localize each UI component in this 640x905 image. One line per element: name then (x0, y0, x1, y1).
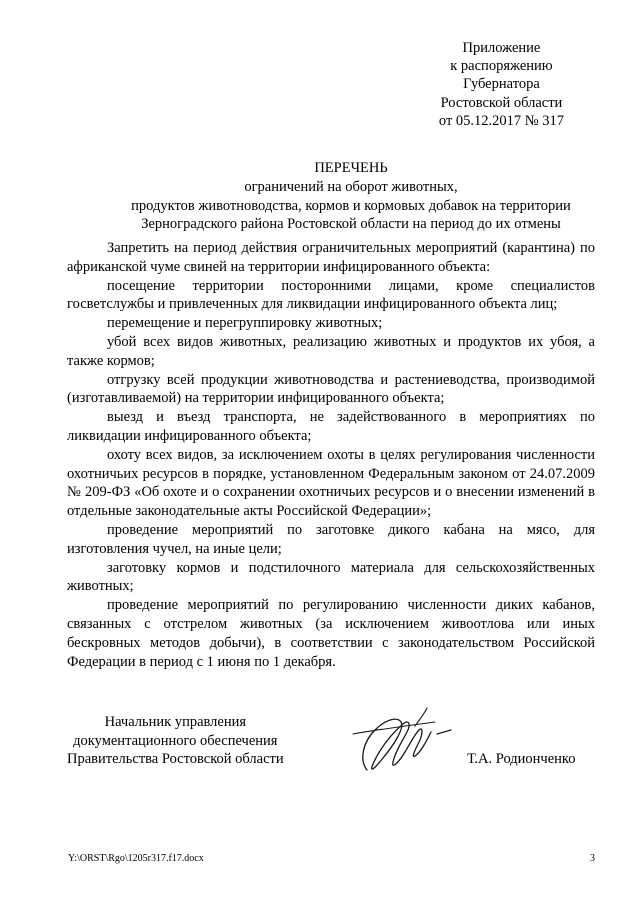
signatory-title-line: Правительства Ростовской области (67, 751, 284, 768)
signatory-name: Т.А. Родионченко (467, 751, 576, 767)
body-paragraph: Запретить на период действия ограничительных мероприятий (карантина) по африканской чуме свиней на территории инфицированного объекта: (67, 240, 595, 275)
body-paragraph: заготовку кормов и подстилочного материала для сельскохозяйственных животных; (67, 559, 595, 595)
appendix-line: к распоряжению (450, 58, 553, 75)
body-paragraph: проведение мероприятий по заготовке дикого кабана на мясо, для изготовления чучел, на иные цели; (67, 521, 595, 557)
body-paragraph: проведение мероприятий по регулированию численности диких кабанов, связанных с отстрелом животных (за исключением живоотлова или иных бескровных методов добычи), в соответствии с законодательством Российской Федерации в период с 1 июня по 1 декабря. (67, 597, 595, 670)
heading-line: продуктов животноводства, кормов и кормовых добавок на территории (131, 197, 571, 214)
body-paragraph: выезд и въезд транспорта, не задействованного в мероприятиях по ликвидации инфицированного объекта; (67, 409, 595, 444)
footer-file-path: Y:\ORST\Rgo\1205r317.f17.docx (68, 853, 204, 864)
heading-line: ограничений на оборот животных, (244, 178, 458, 195)
signatory-title-line: документационного обеспечения (73, 732, 278, 749)
document-title: ПЕРЕЧЕНЬ (314, 160, 388, 176)
appendix-date-number: от 05.12.2017 № 317 (438, 112, 564, 129)
page-number: 3 (590, 853, 595, 864)
body-paragraph: охоту всех видов, за исключением охоты в целях регулирования численности охотничьих ресурсов в порядке, установленном Федеральным законом от 24.07.2009 № 209-ФЗ «Об охоте и о сохранении охотничьих ресурсов и о внесении изменений в отдельные законодательные акты Российской Федерации»; (67, 446, 595, 520)
appendix-line: Ростовской области (440, 94, 563, 111)
document-heading (67, 159, 635, 234)
appendix-line: Приложение (462, 40, 541, 56)
body-paragraph: убой всех видов животных, реализацию животных и продуктов их убоя, а также кормов; (67, 333, 595, 369)
heading-line: Зерноградского района Ростовской области на период до их отмены (141, 216, 561, 233)
document-body (67, 239, 595, 671)
body-paragraph: посещение территории посторонними лицами, кроме специалистов госветслужбы и привлеченных для ликвидации инфицированного объекта лиц; (67, 277, 595, 313)
appendix-line: Губернатора (463, 76, 540, 93)
appendix-block (439, 39, 564, 130)
signatory-title-line: Начальник управления (104, 714, 247, 730)
body-paragraph: перемещение и перегруппировку животных; (107, 315, 383, 332)
handwritten-signature-icon (345, 700, 460, 785)
body-paragraph: отгрузку всей продукции животноводства и растениеводства, производимой (изготавливаемой) на территории инфицированного объекта; (67, 371, 595, 407)
signatory-title (67, 713, 284, 769)
